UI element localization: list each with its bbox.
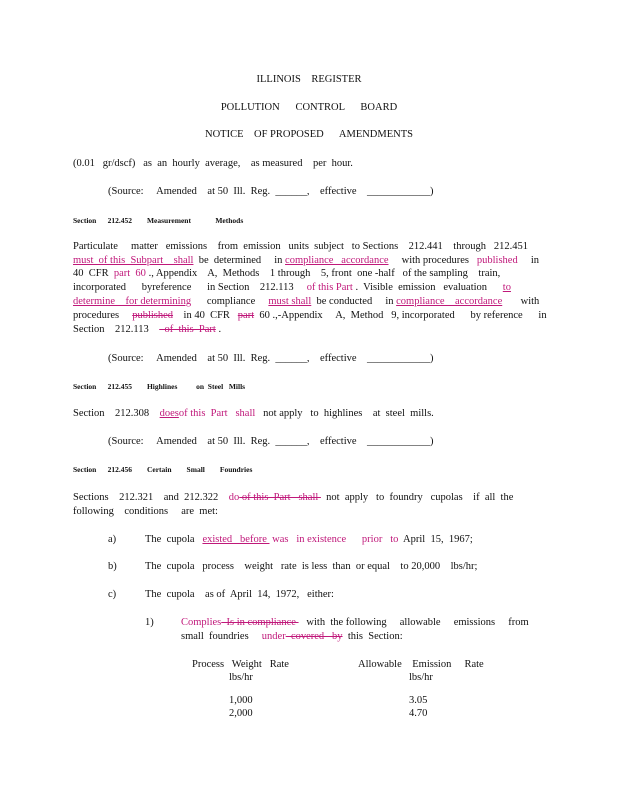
table-unit-col2: lbs/hr <box>409 672 433 683</box>
para-452-line-6 <box>73 309 547 322</box>
body-text: this Section: <box>342 631 403 642</box>
section-heading-212-456: Section 212.456 Certain Small Foundries <box>73 465 253 474</box>
section-heading-212-452: Section 212.452 Measurement Methods <box>73 216 244 225</box>
body-text: Sections 212.321 and 212.322 <box>73 492 229 503</box>
inserted-text: do <box>228 492 240 503</box>
body-text: Section 212.113 <box>73 324 160 335</box>
para-455-line-1 <box>73 407 434 420</box>
body-text: not apply to foundry cupolas if all the <box>320 492 514 503</box>
para-452-line-3 <box>73 267 500 280</box>
inserted-text: compliance accordance <box>396 296 503 307</box>
inserted-text: part 60 <box>113 268 146 279</box>
table-header-allowable-emission-rate: Allowable Emission Rate <box>358 659 484 670</box>
deleted-text: covered by <box>285 631 343 642</box>
table-cell-rate: 2,000 <box>229 708 253 719</box>
inserted-text: must of this Subpart shall <box>73 255 194 266</box>
body-text: not apply to highlines at steel mills. <box>255 408 434 419</box>
para-452-line-2 <box>73 254 539 267</box>
para-452-line-1: Particulate matter emissions from emission units subject to Sections 212.441 through 212.451 <box>73 241 528 252</box>
register-title: ILLINOIS REGISTER <box>256 74 362 85</box>
inserted-text: does <box>159 408 179 419</box>
body-text: with the following allowable emissions from <box>298 617 529 628</box>
para-456-line-2: following conditions are met: <box>73 506 218 517</box>
body-text: April 15, 1967; <box>398 534 473 545</box>
board-title: POLLUTION CONTROL BOARD <box>220 102 398 113</box>
table-unit-col1: lbs/hr <box>229 672 253 683</box>
body-text: incorporated byreference in Section 212.113 <box>73 282 307 293</box>
body-text: Section 212.308 <box>73 408 160 419</box>
deleted-text: Is in compliance <box>221 617 299 628</box>
body-text: 60 .,-Appendix A, Method 9, incorporated by reference in <box>254 310 547 321</box>
inserted-text: of this Part shall <box>178 408 256 419</box>
inserted-text: to <box>502 282 511 293</box>
item-a-text <box>145 533 473 546</box>
body-text: in 40 CFR <box>173 310 238 321</box>
body-text: . <box>215 324 222 335</box>
deleted-text: part <box>237 310 255 321</box>
body-text: ., Appendix A, Methods 1 through 5, front one -half of the sampling train, <box>145 268 501 279</box>
para-452-line-4 <box>73 281 511 294</box>
body-text: The cupola <box>145 534 203 545</box>
inserted-text: Complies <box>181 617 222 628</box>
source-note-2: (Source: Amended at 50 Ill. Reg. ______, effective ____________) <box>108 353 434 364</box>
subitem-1-line-1 <box>181 616 529 629</box>
body-text: with procedures <box>388 255 477 266</box>
inserted-text: compliance accordance <box>285 255 389 266</box>
deleted-text: published <box>132 310 174 321</box>
table-cell-emission: 3.05 <box>409 695 428 706</box>
item-label-a: a) <box>108 534 117 545</box>
body-text: with <box>502 296 540 307</box>
table-cell-emission: 4.70 <box>409 708 428 719</box>
body-text: . Visible emission evaluation <box>352 282 503 293</box>
inserted-text: was in existence prior to <box>269 534 399 545</box>
deleted-text: of this Part <box>159 324 216 335</box>
subitem-label-1: 1) <box>145 617 154 628</box>
table-cell-rate: 1,000 <box>229 695 253 706</box>
inserted-text: determine for determining <box>73 296 192 307</box>
inserted-text: published <box>476 255 518 266</box>
para-452-line-7 <box>73 323 221 336</box>
intro-line: (0.01 gr/dscf) as an hourly average, as measured per hour. <box>73 158 353 169</box>
para-452-line-5 <box>73 295 539 308</box>
notice-title: NOTICE OF PROPOSED AMENDMENTS <box>205 129 413 140</box>
table-header-process-weight-rate: Process Weight Rate <box>192 659 289 670</box>
body-text: small foundries <box>181 631 262 642</box>
body-text: procedures <box>73 310 133 321</box>
inserted-text: must shall <box>268 296 312 307</box>
body-text: be conducted in <box>311 296 397 307</box>
body-text: compliance <box>191 296 269 307</box>
item-c-text: The cupola as of April 14, 1972, either: <box>145 589 334 600</box>
subitem-1-line-2 <box>181 630 403 643</box>
deleted-text: of this Part shall <box>239 492 321 503</box>
item-label-b: b) <box>108 561 117 572</box>
section-heading-212-455: Section 212.455 Highlines on Steel Mills <box>73 382 246 391</box>
inserted-text: under <box>261 631 286 642</box>
body-text: be determined in <box>193 255 286 266</box>
body-text: in <box>517 255 540 266</box>
item-b-text: The cupola process weight rate is less than or equal to 20,000 lbs/hr; <box>145 561 478 572</box>
item-label-c: c) <box>108 589 117 600</box>
source-note-1: (Source: Amended at 50 Ill. Reg. ______, effective ____________) <box>108 186 434 197</box>
body-text: 40 CFR <box>73 268 114 279</box>
inserted-text: of this Part <box>306 282 353 293</box>
source-note-3: (Source: Amended at 50 Ill. Reg. ______, effective ____________) <box>108 436 434 447</box>
para-456-line-1 <box>73 491 513 504</box>
inserted-text: existed before <box>202 534 270 545</box>
